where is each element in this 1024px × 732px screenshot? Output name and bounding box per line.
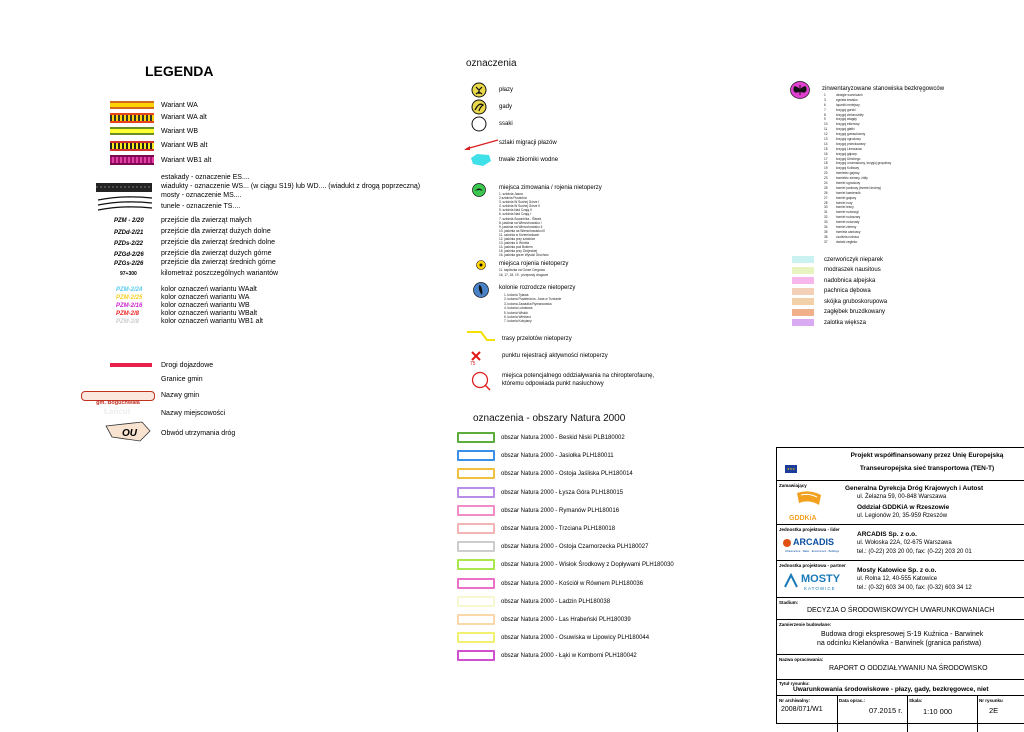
invertebrate-number: 9 <box>824 117 826 122</box>
natura-area-label: obszar Natura 2000 - Trzciana PLH180018 <box>501 526 616 532</box>
species-label: pachnica dębowa <box>824 288 871 294</box>
invertebrate-name: trzmiel rudoszary <box>836 215 861 220</box>
species-swatch <box>792 256 814 263</box>
structures-line: estakady - oznaczenie ES.... <box>161 174 250 181</box>
invertebrate-name: krzygoj przeckowany <box>836 141 866 146</box>
maintenance-label: Obwód utrzymania dróg <box>161 430 236 437</box>
bat-winter-item: 8. jaskinia na Wierzchowisku I <box>499 220 542 225</box>
variant-color-label: kolor oznaczeń wariantu WB <box>161 302 250 309</box>
invertebrate-name: trzmiel parkowy (trzmiel drobny) <box>836 185 882 190</box>
invertebrate-name: trzmielec gajowy <box>836 171 860 176</box>
mosty-phone: tel.: (0-32) 603 34 00, fax: (0-32) 603 34 12 <box>857 585 972 591</box>
gddkia-logo-text: GDDKiA <box>789 515 817 522</box>
invertebrate-name: trzmiel ziemny <box>836 225 857 230</box>
gddkia-logo <box>789 489 829 515</box>
reptile-icon <box>471 99 487 115</box>
natura-area-label: obszar Natura 2000 - Łysza Góra PLH180015 <box>501 489 624 496</box>
arcadis-name: ARCADIS Sp. z o.o. <box>857 531 917 538</box>
crossing-label: przejście dla zwierząt średnich dolne <box>161 239 275 246</box>
natura-area-swatch <box>457 523 495 534</box>
gddkia-address: ul. Żelazna 59, 00-848 Warszawa <box>857 494 947 500</box>
invertebrate-name: krzygoj ekienosy <box>836 122 860 127</box>
stage-row <box>777 598 1024 620</box>
bat-colony-icon <box>473 282 489 298</box>
municipal-sample-text: gm. Boguchwała <box>96 400 140 406</box>
amphibians-label: płazy <box>499 87 514 93</box>
butterfly-icon <box>790 81 810 99</box>
arcadis-logo: ARCADIS <box>793 537 835 547</box>
natura-area-swatch <box>457 614 495 625</box>
natura-area-swatch <box>457 432 495 443</box>
invertebrate-number: 31 <box>824 210 828 215</box>
bat-winter-item: 12. jaskinia przy sztolnice <box>499 237 536 242</box>
mosty-logo: MOSTY <box>801 573 841 585</box>
variant-color-label: kolor oznaczeń wariantu WB1 alt <box>161 318 263 325</box>
partner-label: Jednostka projektowa - partner <box>779 563 846 568</box>
crossing-code: PZGs-2/26 <box>114 261 144 267</box>
variant-wb-alt-swatch <box>110 141 154 151</box>
project-line: Budowa drogi ekspresowej S-19 Kuźnica - Barwinek <box>821 631 984 638</box>
bat-colony-item: 4. kolonia Lubatowa <box>504 306 533 311</box>
bat-colony-label: kolonie rozrodcze nietoperzy <box>499 285 576 291</box>
invertebrate-number: 11 <box>824 127 828 132</box>
mosty-address: ul. Rolna 12, 40-555 Katowice <box>857 576 938 582</box>
invertebrate-number: 15 <box>824 146 828 151</box>
title-block <box>776 447 1024 724</box>
project-label: Zamierzenie budowlane: <box>779 622 832 627</box>
activity-number: 75 <box>470 361 476 367</box>
variant-label: Wariant WA <box>161 102 198 109</box>
bat-route-icon <box>465 329 497 343</box>
invertebrate-number: 32 <box>824 215 828 220</box>
invertebrate-name: trzmiel leśny <box>836 205 854 210</box>
cofinanced-text: Projekt współfinansowany przez Unię Europejską <box>850 452 1004 459</box>
bat-winter-item: 3. sztolnia W Suchej Górze I <box>499 200 540 205</box>
invertebrate-name: trzmielec ziemny, żółty <box>836 176 868 181</box>
species-label: modraszek nausitous <box>824 267 881 273</box>
invertebrate-number: 27 <box>824 195 828 200</box>
structures-line: wiadukty - oznaczenie WS... (w ciągu S19) lub WD.... (wiadukt z drogą poprzeczną) <box>161 183 421 190</box>
bat-winter-list <box>499 193 549 259</box>
invertebrate-number: 24 <box>824 181 828 186</box>
meta-row <box>777 696 1024 732</box>
bat-colony-list <box>504 294 561 325</box>
bat-winter-item: 1. sztolnia Jasna <box>499 192 523 196</box>
study-value: RAPORT O ODDZIAŁYWANIU NA ŚRODOWISKO <box>829 665 988 672</box>
lead-label: Jednostka projektowa - lider <box>779 527 840 532</box>
invertebrate-number: 7 <box>824 107 826 112</box>
natura-area-swatch <box>457 487 495 498</box>
invertebrate-name: łączniki mniejszy <box>836 102 860 107</box>
natura-area-label: obszar Natura 2000 - Ladzin PLH180038 <box>501 598 611 605</box>
drawing-label: Tytuł rysunku: <box>779 681 810 686</box>
natura-area-swatch <box>457 468 495 479</box>
species-swatch <box>792 267 814 274</box>
bat-winter-label: miejsca zimowania / rojenia nietoperzy <box>499 185 602 191</box>
invertebrate-name: krzygoj wiagdy <box>836 117 857 122</box>
date-cell <box>837 696 908 732</box>
invertebrate-number: 17 <box>824 156 828 161</box>
bat-winter-item: 10. jaskinia na Wierzchowisku III <box>499 228 546 233</box>
natura-area-label: obszar Natura 2000 - Łąki w Komborni PLH180042 <box>501 653 637 660</box>
natura-area-label: obszar Natura 2000 - Las Hrabeński PLH180039 <box>501 617 631 623</box>
scale-label: Skala: <box>909 698 923 703</box>
invertebrate-number: 3 <box>824 97 826 102</box>
legend-title: LEGENDA <box>145 63 214 79</box>
arcadis-phone: tel.: (0-22) 203 20 00, fax: (0-22) 203 20 01 <box>857 549 972 555</box>
invertebrate-name: dwiwki zegłeko <box>836 239 858 244</box>
invertebrate-name: krzygoj gajowy <box>836 151 857 156</box>
tunnels-label: tunele - oznaczenie TS.... <box>161 203 241 210</box>
invertebrate-item <box>824 241 924 246</box>
crossing-code: PZGd-2/26 <box>114 252 144 258</box>
drawing-row <box>777 680 1024 696</box>
invertebrate-number: 13 <box>824 137 828 142</box>
variant-color-label: kolor oznaczeń wariantu WA <box>161 294 250 301</box>
species-swatch <box>792 288 814 295</box>
invertebrate-name: trzmiel rudonogi <box>836 210 859 215</box>
structures-line: mosty - oznaczenie MS.... <box>161 192 242 199</box>
mosty-logo-sub: KATOWICE <box>804 586 836 591</box>
bat-winter-item: 5. sztolnia Nad Czają II <box>499 208 532 213</box>
invertebrate-list <box>824 94 924 246</box>
pond-icon <box>469 152 493 168</box>
stage-value: DECYZJA O ŚRODOWISKOWYCH UWARUNKOWANIACH <box>807 607 995 614</box>
mosty-logo-mark <box>783 573 799 589</box>
invertebrate-number: 37 <box>824 239 828 244</box>
natura-area-swatch <box>457 450 495 461</box>
tent-text: Transeuropejska sieć transportowa (TEN-T) <box>859 465 995 472</box>
invertebrate-number: 25 <box>824 185 828 190</box>
bat-impact-label: któremu odpowiada punkt nasłuchowy <box>502 381 604 387</box>
species-label: skójka gruboskorupowa <box>824 298 888 305</box>
variant-label: Wariant WB alt <box>161 142 208 149</box>
invertebrate-name: trzmiela cankowy <box>836 229 861 234</box>
natura-area-label: obszar Natura 2000 - Beskid Niski PLB180002 <box>501 435 625 441</box>
sheet-cell <box>977 696 1024 732</box>
study-row <box>777 655 1024 680</box>
variant-color-label: kolor oznaczeń wariantu WAalt <box>161 286 257 293</box>
markings-title: oznaczenia <box>466 58 517 69</box>
bat-winter-icon <box>472 183 486 197</box>
invertebrate-number: 23 <box>824 176 828 181</box>
access-road-label: Drogi dojazdowe <box>161 362 214 369</box>
town-name-sample: Łańcut <box>104 407 131 416</box>
crossing-label: przejście dla zwierząt małych <box>161 217 252 224</box>
natura-area-swatch <box>457 632 495 643</box>
variant-wa-swatch <box>110 101 154 109</box>
study-label: Nazwa opracowania: <box>779 657 824 662</box>
invertebrate-name: krzygoj Linnauusa <box>836 146 862 151</box>
invertebrate-number: 26 <box>824 190 828 195</box>
bat-swarm-icon <box>476 260 486 270</box>
project-line: na odcinku Kielanówka - Barwinek (granica państwa) <box>817 640 982 647</box>
amphibian-icon <box>471 82 487 98</box>
invertebrate-name: krzygoj Ulrichego <box>836 156 861 161</box>
invertebrates-title: zinwentaryzowane stanowiska bezkręgowców <box>822 86 945 92</box>
variant-wa-alt-swatch <box>110 113 154 123</box>
invertebrate-number: 36 <box>824 234 828 239</box>
impact-zone-icon <box>470 371 492 391</box>
crossing-label: przejście dla zwierząt dużych górne <box>161 250 272 257</box>
invertebrate-number: 35 <box>824 229 828 234</box>
natura-title: oznaczenia - obszary Natura 2000 <box>473 413 626 424</box>
species-swatch <box>792 319 814 326</box>
reptiles-label: gady <box>499 104 513 110</box>
archive-value: 2008/071/W1 <box>781 706 823 713</box>
variant-label: Wariant WB <box>161 128 199 135</box>
bat-winter-item: 2.sztolnia Puste/nia <box>499 196 527 201</box>
crossing-code: PZDs-2/22 <box>114 241 144 247</box>
variant-color-code: PZM-2/8 <box>116 311 140 317</box>
natura-area-label: obszar Natura 2000 - Osuwiska w Lipowicy PLH180044 <box>501 635 650 642</box>
bat-swarm-item: 11. kapliczka na Górze Cergowa <box>499 268 545 272</box>
lead-row <box>777 525 1024 561</box>
gddkia-name: Generalna Dyrekcja Dróg Krajowych i Autost <box>845 485 984 492</box>
invertebrate-name: trzmiel ogrodowy <box>836 181 861 186</box>
bat-impact-label: miejsca potencjalnego oddziaływania na chiropterofaunę, <box>502 373 655 379</box>
project-row <box>777 620 1024 655</box>
invertebrate-name: zgnieła krwisko <box>836 97 858 102</box>
invertebrate-number: 8 <box>824 112 826 117</box>
natura-area-label: obszar Natura 2000 - Wisłok Środkowy z Dopływami PLH180030 <box>501 562 674 569</box>
invertebrate-number: 6 <box>824 102 826 107</box>
bat-winter-item: 4. sztolnia W Suchej Górze II <box>499 204 541 209</box>
migration-arrow-icon <box>462 138 500 152</box>
bat-colony-item: 5. kolonia Wisłok <box>504 310 528 315</box>
ponds-label: trwałe zbiorniki wodne <box>499 157 559 163</box>
invertebrate-name: krzygoj urozmaicony, krzygoj grzędowy <box>836 161 892 166</box>
invertebrate-name: krzygoj gorski <box>836 107 856 112</box>
natura-area-label: obszar Natura 2000 - Jasiołka PLH180011 <box>501 453 614 460</box>
structure-symbol <box>94 180 156 212</box>
natura-area-swatch <box>457 505 495 516</box>
invertebrate-number: 34 <box>824 225 828 230</box>
drawing-value: Uwarunkowania środowiskowe - płazy, gady, bezkręgowce, niet <box>793 686 989 693</box>
bat-winter-item: 11. sztolnia w Krzemionkach <box>499 232 540 237</box>
variant-color-label: kolor oznaczeń wariantu WBalt <box>161 310 258 317</box>
species-swatch <box>792 309 814 316</box>
species-label: czerwończyk nieparek <box>824 256 884 263</box>
invertebrate-number: 30 <box>824 205 828 210</box>
bat-winter-item: 16. jaskinia górze Wysoki Grochów <box>499 253 549 258</box>
natura-area-swatch <box>457 596 495 607</box>
invertebrate-number: 33 <box>824 220 828 225</box>
variant-color-code: PZM-2/8 <box>116 319 140 325</box>
invertebrate-name: krzygoj zielonożółty <box>836 112 864 117</box>
sheet-value: 2E <box>989 706 999 715</box>
arcadis-tagline: Infrastructure · Water · Environment · Buildings <box>785 550 840 553</box>
invertebrate-name: krzygoj Kolbowy <box>836 166 860 171</box>
invertebrate-name: krzygoj ogrodowy <box>836 137 861 142</box>
crossing-code: PZM - 2/20 <box>114 218 144 224</box>
bat-colony-item: 3. kolonia Zawadka Rymanowska <box>504 301 552 306</box>
bat-colony-item: 6. kolonia Wietrzno <box>504 314 532 319</box>
access-road-swatch <box>110 363 152 367</box>
variant-color-code: PZM-2/25 <box>116 295 143 301</box>
natura-area-label: obszar Natura 2000 - Ostoja Czarnorzecka PLH180027 <box>501 544 649 551</box>
town-names-label: Nazwy miejscowości <box>161 410 226 417</box>
eu-row <box>777 448 1024 481</box>
variant-wb-swatch <box>110 127 154 135</box>
municipal-name-sample <box>81 391 155 406</box>
archive-cell <box>777 696 838 732</box>
employer-label: Zamawiający <box>779 483 807 488</box>
invertebrate-name: czolżela rudnica <box>836 234 859 239</box>
species-label: nadobnica alpejska <box>824 277 876 284</box>
variant-label: Wariant WA alt <box>161 114 207 121</box>
bat-winter-item: 9. jaskinia na Wierzchowisku II <box>499 224 543 229</box>
archive-label: Nr archiwalny: <box>779 698 811 703</box>
invertebrate-number: 28 <box>824 200 828 205</box>
variant-label: Wariant WB1 alt <box>161 157 212 164</box>
mammal-icon <box>471 116 487 132</box>
species-label: zalotka większa <box>824 319 867 326</box>
bat-swarm-label: miejsca rojenia nietoperzy <box>499 261 569 267</box>
municipal-names-label: Nazwy gmin <box>161 392 200 399</box>
date-label: Data oprac.: <box>839 698 866 703</box>
crossing-label: przejście dla zwierząt dużych dolne <box>161 228 271 235</box>
mosty-name: Mosty Katowice Sp. z o.o. <box>857 567 937 574</box>
invertebrate-name: dźwigłe wonnicach <box>836 93 863 97</box>
bat-activity-label: punktu rejestracji aktywności nietoperzy <box>502 353 608 359</box>
municipal-border-label: Granice gmin <box>161 376 203 383</box>
arcadis-logo-mark <box>783 539 791 547</box>
invertebrate-number: 14 <box>824 141 828 146</box>
bat-winter-item: 13. jaskinia U Wróbla <box>499 241 530 246</box>
bat-winter-item: 7. sztolnia Sowa/e/ka - Śliwek <box>499 216 542 221</box>
invertebrate-name: trzmiel gajowy <box>836 195 857 200</box>
invertebrate-name: krzygoj głatki <box>836 127 855 132</box>
invertebrate-name: krzygoj gowsukowny <box>836 132 866 137</box>
species-swatch <box>792 298 814 305</box>
invertebrate-name: trzmiel rudy <box>836 200 853 205</box>
invertebrate-number: 20 <box>824 171 828 176</box>
invertebrate-number: 12 <box>824 132 828 137</box>
crossing-code: PZDd-2/21 <box>114 230 144 236</box>
invertebrate-number: 19 <box>824 166 828 171</box>
natura-area-swatch <box>457 650 495 661</box>
sheet-label: Nr rysunku <box>979 698 1003 703</box>
scale-cell <box>907 696 978 732</box>
species-label: zagłębek bruzdkowany <box>824 309 886 315</box>
employer-row <box>777 481 1024 525</box>
invertebrate-number: 1 <box>824 93 826 97</box>
natura-area-swatch <box>457 541 495 552</box>
kilometer-label: kilometraż poszczególnych wariantów <box>161 270 279 277</box>
mammals-label: ssaki <box>499 121 513 127</box>
bat-colony-item: 1. kolonia Tylawa <box>504 293 529 297</box>
date-value: 07.2015 r. <box>869 706 903 715</box>
maintenance-sample: OU <box>122 428 137 439</box>
natura-area-label: obszar Natura 2000 - Kościół w Równem PLH180036 <box>501 580 644 587</box>
invertebrate-number: 10 <box>824 122 828 127</box>
bat-winter-item: 15. jaskinia przy Zbójeckiej <box>499 249 538 254</box>
species-swatch <box>792 277 814 284</box>
variant-color-code: PZM-2/24 <box>116 287 143 293</box>
natura-area-label: obszar Natura 2000 - Rymanów PLH180016 <box>501 507 620 514</box>
bat-colony-item: 2. kolonia Pustelnia ks. Jana w Trzcianie <box>504 297 562 302</box>
variant-wb1-alt-swatch <box>110 155 154 165</box>
natura-area-swatch <box>457 578 495 589</box>
crossing-label: przejście dla zwierząt średnich górne <box>161 259 276 266</box>
migration-label: szlaki migracji płazów <box>499 140 557 146</box>
natura-area-label: obszar Natura 2000 - Ostoja Jaśliska PLH180014 <box>501 471 633 478</box>
invertebrate-number: 18 <box>824 161 828 166</box>
arcadis-address: ul. Wołoska 22A, 02-675 Warszawa <box>857 540 952 546</box>
partner-row <box>777 561 1024 598</box>
stage-label: Stadium: <box>779 600 799 605</box>
bat-routes-label: trasy przelotów nietoperzy <box>502 336 572 342</box>
branch-name: Oddział GDDKiA w Rzeszowie <box>857 504 950 511</box>
bat-winter-item: 6. sztolnia Nad Czają I <box>499 212 531 217</box>
bat-winter-item: 14. jaskinia pod Bukiem <box>499 245 533 250</box>
variant-color-code: PZM-2/16 <box>116 303 143 309</box>
bat-swarm-item: 16, 17, 18, 19 - przepusty drogowe <box>499 273 549 277</box>
kilometer-code: 97+300 <box>120 271 137 277</box>
scale-value: 1:10 000 <box>923 707 953 716</box>
eu-flag: ★★★ <box>786 467 796 471</box>
invertebrate-name: trzmiel rudorosły <box>836 220 860 225</box>
natura-area-swatch <box>457 559 495 570</box>
invertebrate-number: 16 <box>824 151 828 156</box>
bat-colony-item: 7. kolonia Kobylany <box>504 319 532 324</box>
branch-address: ul. Legionów 20, 35-959 Rzeszów <box>857 513 948 519</box>
invertebrate-name: trzmiel kamiennik <box>836 190 861 195</box>
